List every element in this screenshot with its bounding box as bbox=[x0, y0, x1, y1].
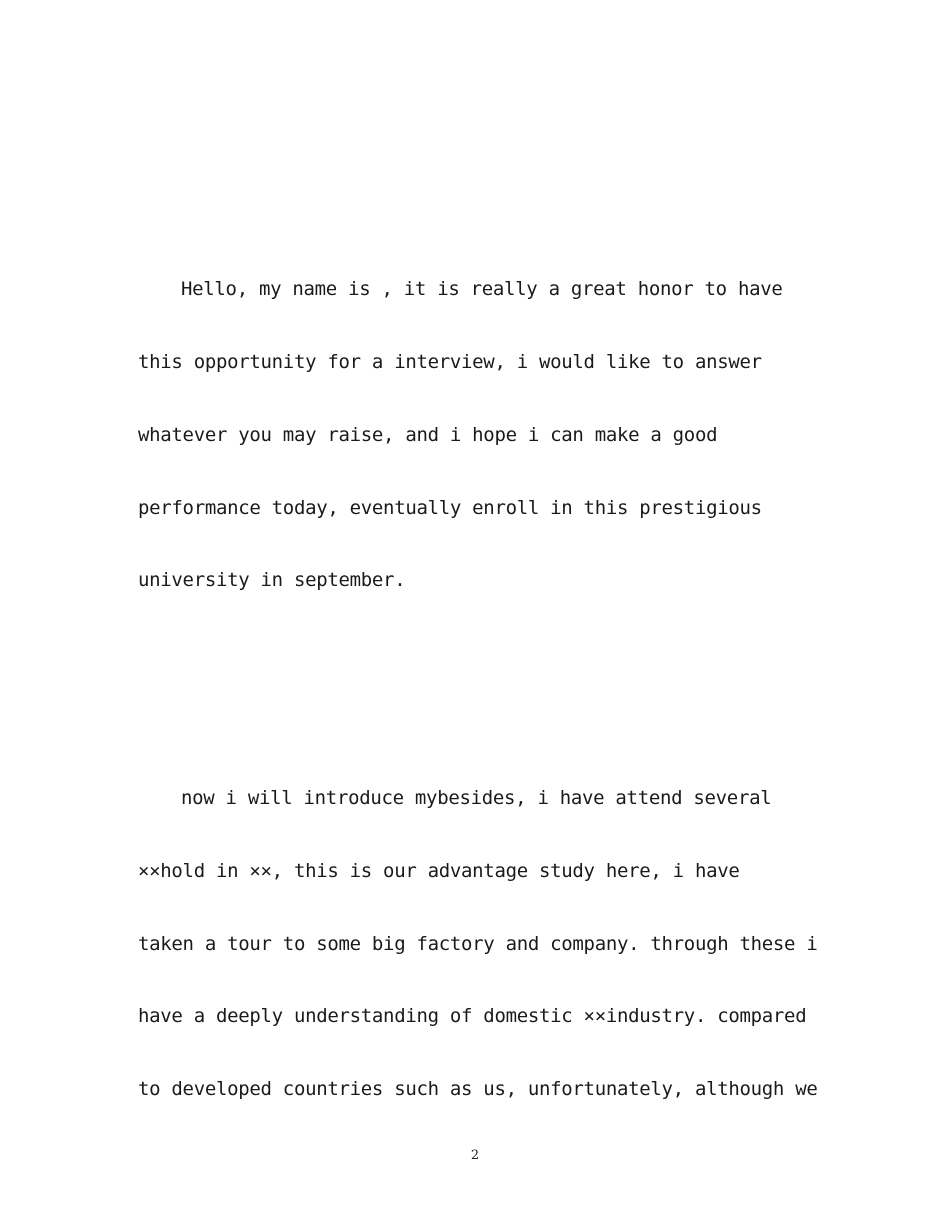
paragraph-line: Hello, my name is , it is really a great honor to have bbox=[181, 278, 783, 300]
paragraph-line: ××hold in ××, this is our advantage study here, i have bbox=[138, 860, 740, 882]
paragraph-line: to developed countries such as us, unfortunately, although we bbox=[138, 1078, 818, 1100]
paragraph-line: taken a tour to some big factory and company. through these i bbox=[138, 933, 818, 955]
paragraph-line: have a deeply understanding of domestic ××industry. compared bbox=[138, 1005, 807, 1027]
paragraph-line: performance today, eventually enroll in this prestigious bbox=[138, 497, 762, 519]
paragraph-line: university in september. bbox=[138, 569, 406, 591]
page-number: 2 bbox=[470, 1148, 480, 1163]
paragraph-line: now i will introduce mybesides, i have attend several bbox=[181, 787, 772, 809]
paragraph-line: this opportunity for a interview, i would like to answer bbox=[138, 351, 762, 373]
paragraph-line: whatever you may raise, and i hope i can make a good bbox=[138, 424, 718, 446]
